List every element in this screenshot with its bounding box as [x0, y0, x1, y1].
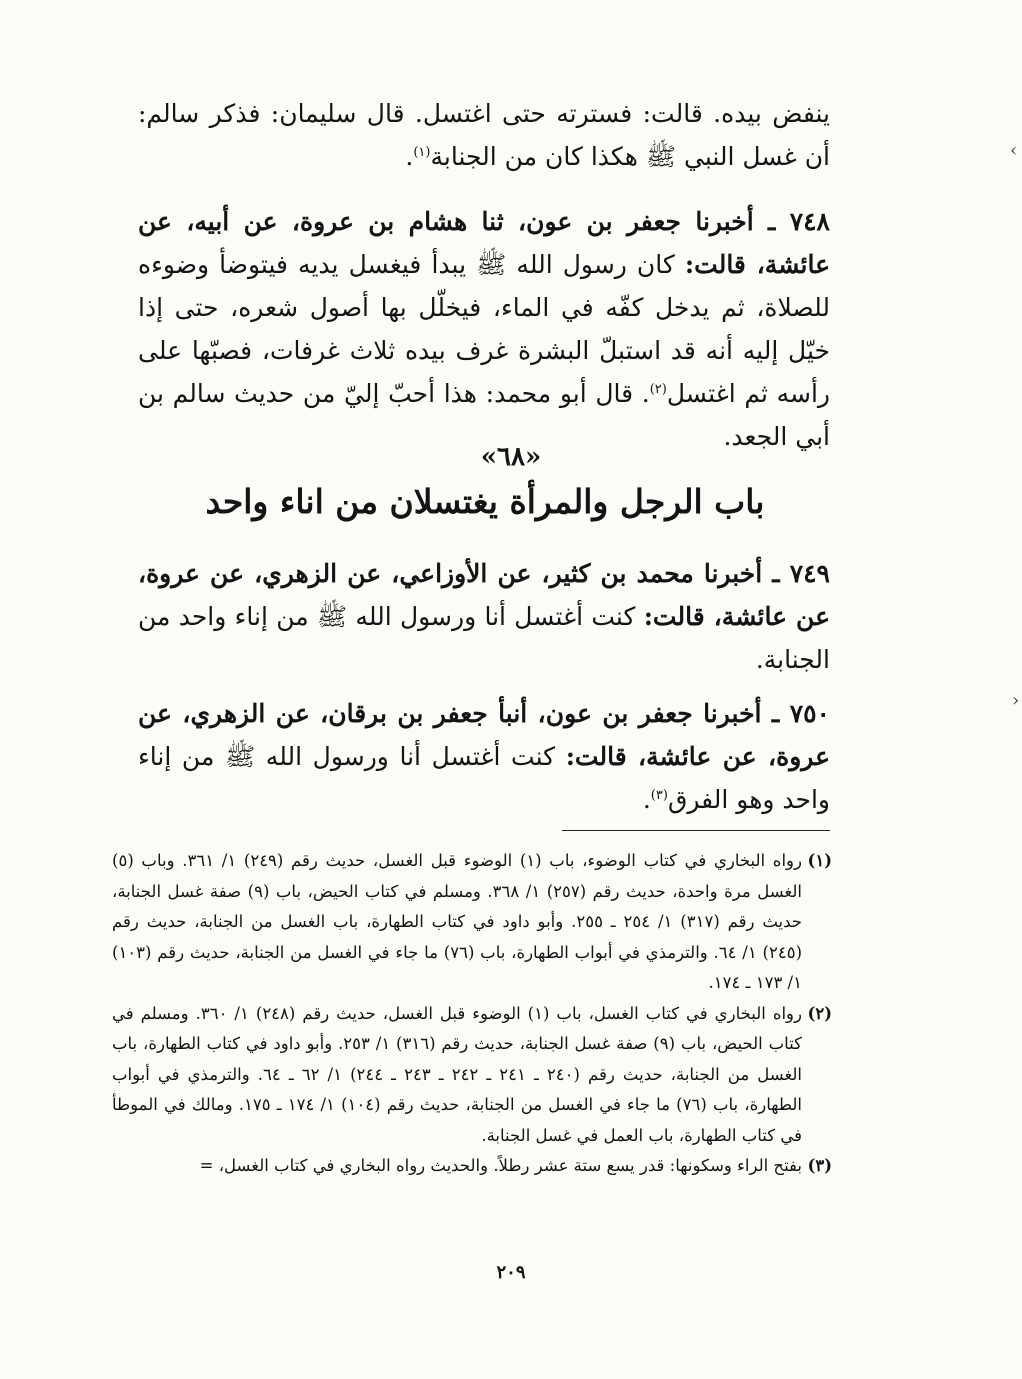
footnote-number: (٣) [807, 1156, 832, 1175]
footnote-ref-3: (٣) [650, 788, 668, 803]
hadith-748-tail: . قال أبو محمد: هذا أحبّ إليّ من حديث سالم بن أبي الجعد. [138, 379, 830, 451]
hadith-748-isnad: ٧٤٨ ـ أخبرنا جعفر بن عون، ثنا هشام بن عروة، عن أبيه، عن عائشة، قالت: [138, 207, 830, 279]
hadith-749-matn: كنت أغتسل أنا ورسول الله ﷺ من إناء واحد من الجنابة. [138, 602, 830, 674]
footnotes [112, 846, 832, 1182]
chapter-title: باب الرجل والمرأة يغتسلان من اناء واحد [205, 482, 765, 521]
hadith-750-end: . [642, 785, 651, 814]
footnote-text: رواه البخاري في كتاب الغسل، باب (١) الوضوء قبل الغسل، حديث رقم (٢٤٨) ١/ ٣٦٠. ومسلم في كتاب الحيض، باب (٩) صفة غسل الجنابة، حديث رقم (٣١٦) ١/ ٢٥٣. وأبو داود في كتاب الطهارة، باب الغسل من الجنابة، حديث رقم (٢٤٠ ـ ٢٤١ ـ ٢٤٢ ـ ٢٤٣ ـ ٢٤٤) ١/ ٦٢ ـ ٦٤. والترمذي في أبواب الطهارة، باب (٧٦) ما جاء في الغسل من الجنابة، حديث رقم (١٠٤) ١/ ١٧٤ ـ ١٧٥. ومالك في الموطأ في كتاب الطهارة، باب العمل في غسل الجنابة. [112, 1003, 803, 1145]
hadith-750-isnad: ٧٥٠ ـ أخبرنا جعفر بن عون، أنبأ جعفر بن برقان، عن الزهري، عن عروة، عن عائشة، قالت: [138, 699, 830, 771]
hadith-749 [138, 552, 830, 681]
footnote-text: رواه البخاري في كتاب الوضوء، باب (١) الوضوء قبل الغسل، حديث رقم (٢٤٩) ١/ ٣٦١. وباب (٥) الغسل مرة واحدة، حديث رقم (٢٥٧) ١/ ٣٦٨. ومسلم في كتاب الحيض، باب (٩) صفة غسل الجنابة، حديث رقم (٣١٧) ١/ ٢٥٤ ـ ٢٥٥. وأبو داود في كتاب الطهارة، باب الغسل من الجنابة، حديث رقم (٢٤٥) ١/ ٦٤. والترمذي في أبواب الطهارة، باب (٧٦) ما جاء في الغسل من الجنابة، حديث رقم (١٠٣) ١/ ١٧٣ ـ ١٧٤. [112, 851, 803, 992]
hadith-749-isnad: ٧٤٩ ـ أخبرنا محمد بن كثير، عن الأوزاعي، عن الزهري، عن عروة، عن عائشة، قالت: [138, 559, 831, 631]
margin-mark: › [1010, 140, 1018, 161]
top-paragraph-end: . [405, 142, 414, 171]
top-paragraph [138, 92, 830, 178]
footnote-number: (٢) [807, 1003, 832, 1023]
top-paragraph-text: ينفض بيده. قالت: فسترته حتى اغتسل. قال سليمان: فذكر سالم: أن غسل النبي ﷺ هكذا كان من الجنابة [138, 99, 830, 171]
margin-mark: ‹ [1012, 690, 1020, 711]
footnote-text: بفتح الراء وسكونها: قدر يسع ستة عشر رطلاً. والحديث رواه البخاري في كتاب الغسل، = [199, 1156, 802, 1175]
footnote-number: (١) [807, 851, 832, 870]
hadith-750 [138, 692, 830, 821]
page-number: ٢٠٩ [496, 1262, 526, 1283]
footnote-1 [112, 846, 832, 999]
footnote-ref-2: (٢) [649, 382, 667, 397]
footnote-2 [112, 999, 832, 1152]
hadith-748-matn: كان رسول الله ﷺ يبدأ فيغسل يديه فيتوضأ وضوءه للصلاة، ثم يدخل كفّه في الماء، فيخلّل بها أصول شعره، حتى إذا خيّل إليه أنه قد استبلّ البشرة غرف بيده ثلاث غرفات، فصبّها على رأسه ثم اغتسل [138, 250, 830, 408]
hadith-750-matn: كنت أغتسل أنا ورسول الله ﷺ من إناء واحد وهو الفرق [138, 742, 830, 814]
footnote-ref-1: (١) [413, 145, 431, 160]
chapter-number: «٦٨» [480, 442, 542, 472]
footnote-separator [562, 830, 830, 831]
footnote-3 [112, 1151, 832, 1182]
hadith-748 [138, 200, 830, 458]
